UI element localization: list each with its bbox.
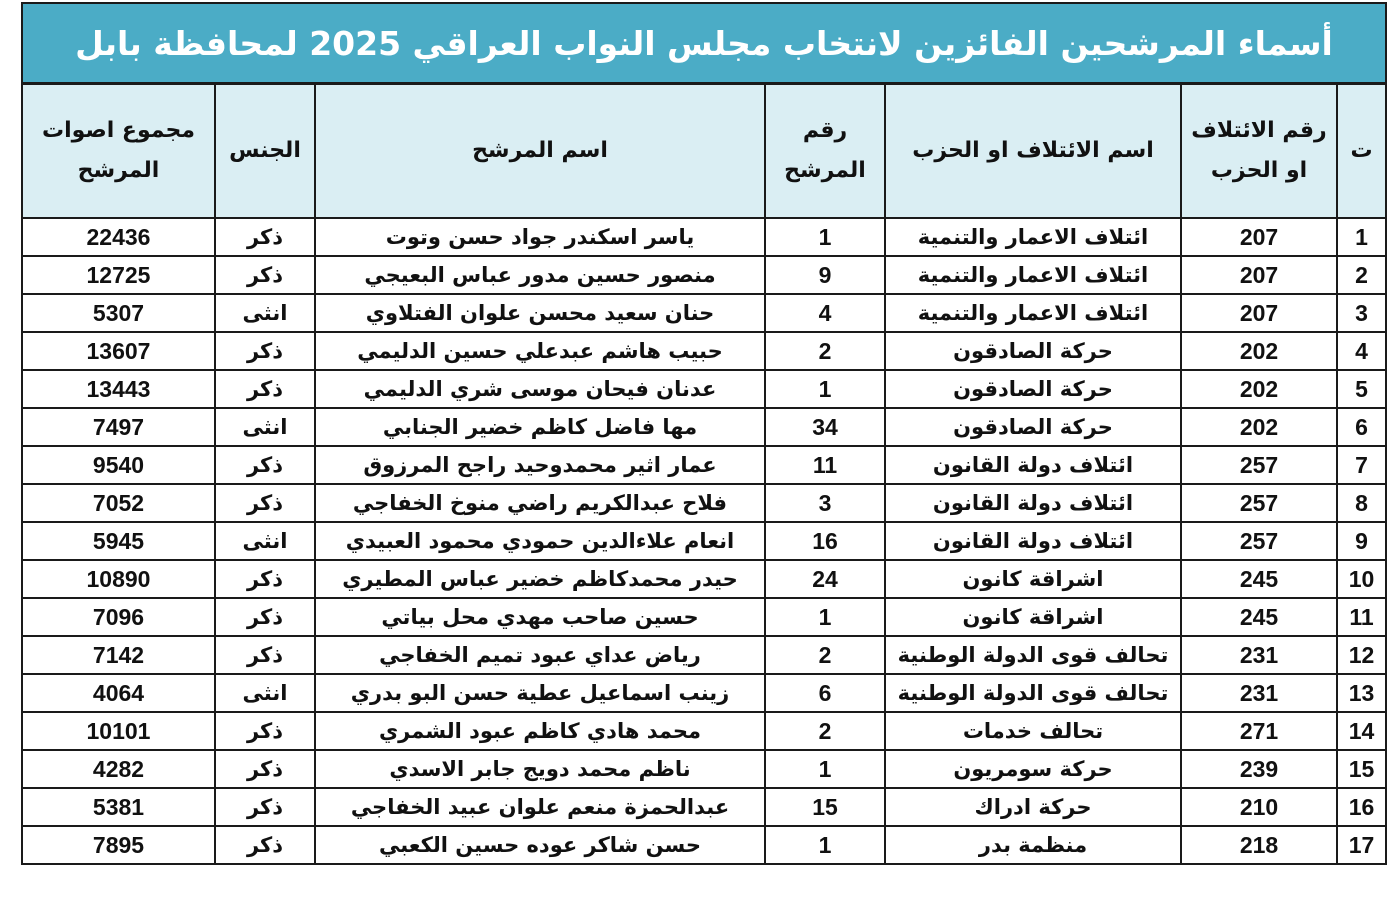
cell-candidate-number: 34 — [765, 408, 885, 446]
cell-candidate-number: 3 — [765, 484, 885, 522]
cell-candidate-name: انعام علاءالدين حمودي محمود العبيدي — [315, 522, 765, 560]
cell-gender: انثى — [215, 522, 315, 560]
cell-total-votes: 10890 — [23, 560, 215, 598]
table-row — [23, 674, 1385, 712]
cell-candidate-number: 1 — [765, 750, 885, 788]
cell-total-votes: 7497 — [23, 408, 215, 446]
cell-gender: انثى — [215, 674, 315, 712]
cell-candidate-name: حيدر محمدكاظم خضير عباس المطيري — [315, 560, 765, 598]
cell-coalition-number: 207 — [1181, 256, 1337, 294]
cell-coalition-name: ائتلاف دولة القانون — [885, 484, 1181, 522]
cell-gender: ذكر — [215, 636, 315, 674]
cell-gender: ذكر — [215, 484, 315, 522]
cell-coalition-name: اشراقة كانون — [885, 560, 1181, 598]
table-row — [23, 826, 1385, 863]
cell-coalition-number: 257 — [1181, 446, 1337, 484]
cell-coalition-name: حركة الصادقون — [885, 332, 1181, 370]
cell-total-votes: 4064 — [23, 674, 215, 712]
cell-candidate-name: رياض عداي عبود تميم الخفاجي — [315, 636, 765, 674]
header-candidate-number: رقم المرشح — [765, 85, 885, 218]
cell-gender: ذكر — [215, 598, 315, 636]
cell-total-votes: 4282 — [23, 750, 215, 788]
header-row — [23, 85, 1385, 218]
results-table — [23, 85, 1385, 863]
table-body — [23, 218, 1385, 863]
cell-coalition-number: 257 — [1181, 522, 1337, 560]
cell-coalition-name: منظمة بدر — [885, 826, 1181, 863]
table-row — [23, 370, 1385, 408]
cell-coalition-number: 202 — [1181, 408, 1337, 446]
cell-index: 10 — [1337, 560, 1385, 598]
table-row — [23, 294, 1385, 332]
cell-total-votes: 10101 — [23, 712, 215, 750]
cell-gender: ذكر — [215, 370, 315, 408]
cell-total-votes: 13443 — [23, 370, 215, 408]
cell-candidate-name: حسن شاكر عوده حسين الكعبي — [315, 826, 765, 863]
cell-total-votes: 5381 — [23, 788, 215, 826]
cell-candidate-number: 24 — [765, 560, 885, 598]
table-header — [23, 85, 1385, 218]
cell-index: 11 — [1337, 598, 1385, 636]
cell-gender: ذكر — [215, 446, 315, 484]
cell-index: 1 — [1337, 218, 1385, 256]
header-coalition-number: رقم الائتلاف او الحزب — [1181, 85, 1337, 218]
cell-coalition-name: حركة سومريون — [885, 750, 1181, 788]
cell-gender: ذكر — [215, 332, 315, 370]
cell-index: 15 — [1337, 750, 1385, 788]
cell-coalition-name: ائتلاف دولة القانون — [885, 522, 1181, 560]
cell-coalition-name: ائتلاف الاعمار والتنمية — [885, 218, 1181, 256]
cell-gender: انثى — [215, 408, 315, 446]
cell-index: 5 — [1337, 370, 1385, 408]
header-coalition-name: اسم الائتلاف او الحزب — [885, 85, 1181, 218]
cell-coalition-number: 245 — [1181, 598, 1337, 636]
cell-total-votes: 13607 — [23, 332, 215, 370]
table-row — [23, 256, 1385, 294]
table-row — [23, 788, 1385, 826]
cell-index: 3 — [1337, 294, 1385, 332]
cell-coalition-number: 271 — [1181, 712, 1337, 750]
cell-candidate-name: ناظم محمد دويج جابر الاسدي — [315, 750, 765, 788]
table-row — [23, 636, 1385, 674]
cell-index: 7 — [1337, 446, 1385, 484]
cell-candidate-number: 2 — [765, 712, 885, 750]
cell-candidate-name: فلاح عبدالكريم راضي منوخ الخفاجي — [315, 484, 765, 522]
cell-candidate-number: 1 — [765, 218, 885, 256]
cell-gender: ذكر — [215, 826, 315, 863]
cell-candidate-number: 16 — [765, 522, 885, 560]
cell-candidate-name: عدنان فيحان موسى شري الدليمي — [315, 370, 765, 408]
cell-coalition-number: 207 — [1181, 218, 1337, 256]
cell-coalition-number: 239 — [1181, 750, 1337, 788]
cell-candidate-number: 1 — [765, 826, 885, 863]
cell-gender: ذكر — [215, 788, 315, 826]
cell-coalition-name: ائتلاف الاعمار والتنمية — [885, 294, 1181, 332]
cell-coalition-name: حركة الصادقون — [885, 408, 1181, 446]
cell-gender: ذكر — [215, 712, 315, 750]
cell-candidate-name: مها فاضل كاظم خضير الجنابي — [315, 408, 765, 446]
cell-candidate-name: عمار اثير محمدوحيد راجح المرزوق — [315, 446, 765, 484]
cell-index: 12 — [1337, 636, 1385, 674]
cell-coalition-number: 257 — [1181, 484, 1337, 522]
cell-gender: ذكر — [215, 560, 315, 598]
cell-index: 17 — [1337, 826, 1385, 863]
cell-index: 9 — [1337, 522, 1385, 560]
table-row — [23, 522, 1385, 560]
cell-coalition-number: 231 — [1181, 636, 1337, 674]
cell-total-votes: 7096 — [23, 598, 215, 636]
cell-candidate-name: عبدالحمزة منعم علوان عبيد الخفاجي — [315, 788, 765, 826]
table-row — [23, 598, 1385, 636]
table-row — [23, 712, 1385, 750]
header-index: ت — [1337, 85, 1385, 218]
cell-index: 4 — [1337, 332, 1385, 370]
table-row — [23, 446, 1385, 484]
cell-total-votes: 5945 — [23, 522, 215, 560]
cell-coalition-number: 202 — [1181, 332, 1337, 370]
cell-coalition-name: حركة ادراك — [885, 788, 1181, 826]
cell-index: 2 — [1337, 256, 1385, 294]
cell-candidate-number: 1 — [765, 370, 885, 408]
cell-gender: ذكر — [215, 750, 315, 788]
cell-total-votes: 12725 — [23, 256, 215, 294]
cell-coalition-number: 231 — [1181, 674, 1337, 712]
cell-candidate-name: ياسر اسكندر جواد حسن وتوت — [315, 218, 765, 256]
cell-candidate-number: 4 — [765, 294, 885, 332]
cell-candidate-number: 6 — [765, 674, 885, 712]
table-row — [23, 218, 1385, 256]
cell-candidate-number: 2 — [765, 332, 885, 370]
table-row — [23, 560, 1385, 598]
cell-candidate-number: 9 — [765, 256, 885, 294]
cell-coalition-number: 207 — [1181, 294, 1337, 332]
cell-index: 6 — [1337, 408, 1385, 446]
cell-gender: انثى — [215, 294, 315, 332]
cell-candidate-number: 1 — [765, 598, 885, 636]
cell-coalition-name: تحالف قوى الدولة الوطنية — [885, 674, 1181, 712]
cell-coalition-number: 202 — [1181, 370, 1337, 408]
cell-total-votes: 5307 — [23, 294, 215, 332]
title-banner — [23, 4, 1385, 85]
cell-total-votes: 9540 — [23, 446, 215, 484]
cell-candidate-name: زينب اسماعيل عطية حسن البو بدري — [315, 674, 765, 712]
table-row — [23, 408, 1385, 446]
cell-index: 14 — [1337, 712, 1385, 750]
header-candidate-name: اسم المرشح — [315, 85, 765, 218]
cell-coalition-name: حركة الصادقون — [885, 370, 1181, 408]
cell-candidate-name: حنان سعيد محسن علوان الفتلاوي — [315, 294, 765, 332]
header-gender: الجنس — [215, 85, 315, 218]
cell-coalition-number: 218 — [1181, 826, 1337, 863]
cell-coalition-name: ائتلاف دولة القانون — [885, 446, 1181, 484]
page-title: أسماء المرشحين الفائزين لانتخاب مجلس النواب العراقي 2025 لمحافظة بابل — [75, 23, 1333, 63]
cell-gender: ذكر — [215, 218, 315, 256]
table-row — [23, 484, 1385, 522]
cell-candidate-number: 15 — [765, 788, 885, 826]
cell-candidate-number: 11 — [765, 446, 885, 484]
cell-coalition-name: ائتلاف الاعمار والتنمية — [885, 256, 1181, 294]
table-row — [23, 750, 1385, 788]
cell-candidate-name: حبيب هاشم عبدعلي حسين الدليمي — [315, 332, 765, 370]
cell-coalition-name: اشراقة كانون — [885, 598, 1181, 636]
cell-coalition-number: 245 — [1181, 560, 1337, 598]
cell-coalition-number: 210 — [1181, 788, 1337, 826]
cell-total-votes: 7052 — [23, 484, 215, 522]
cell-total-votes: 7895 — [23, 826, 215, 863]
cell-coalition-name: تحالف قوى الدولة الوطنية — [885, 636, 1181, 674]
cell-candidate-name: منصور حسين مدور عباس البعيجي — [315, 256, 765, 294]
cell-candidate-name: حسين صاحب مهدي محل بياتي — [315, 598, 765, 636]
table-row — [23, 332, 1385, 370]
cell-index: 13 — [1337, 674, 1385, 712]
cell-total-votes: 22436 — [23, 218, 215, 256]
cell-coalition-name: تحالف خدمات — [885, 712, 1181, 750]
cell-candidate-name: محمد هادي كاظم عبود الشمري — [315, 712, 765, 750]
cell-index: 8 — [1337, 484, 1385, 522]
cell-candidate-number: 2 — [765, 636, 885, 674]
cell-gender: ذكر — [215, 256, 315, 294]
results-sheet — [21, 2, 1387, 865]
cell-total-votes: 7142 — [23, 636, 215, 674]
header-total-votes: مجموع اصوات المرشح — [23, 85, 215, 218]
cell-index: 16 — [1337, 788, 1385, 826]
